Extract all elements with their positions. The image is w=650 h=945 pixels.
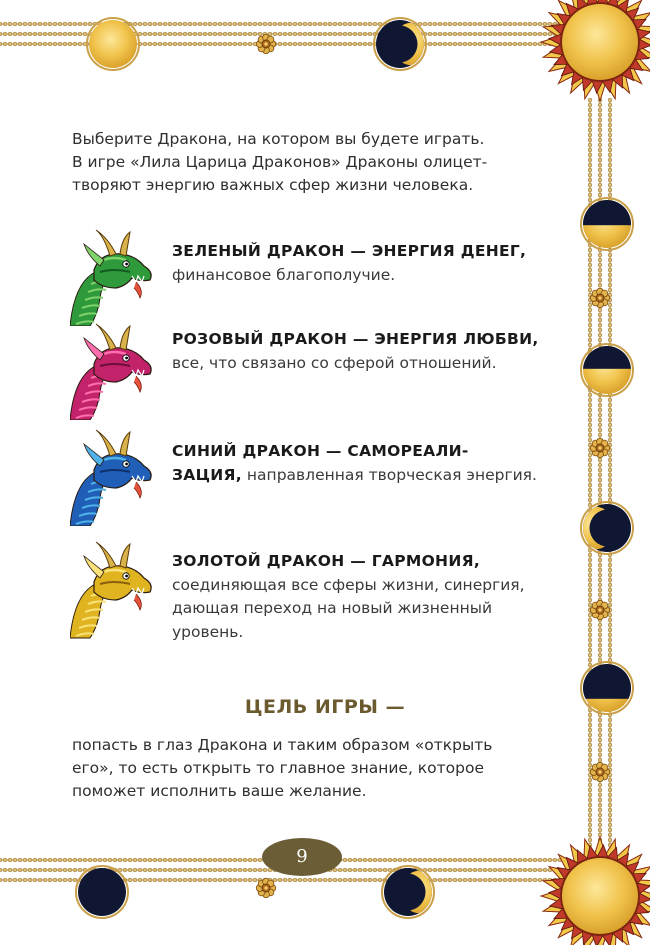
goal-paragraph bbox=[72, 734, 540, 803]
goal-heading: ЦЕЛЬ ИГРЫ — bbox=[244, 696, 406, 718]
dragon-title: ЗЕЛЕНЫЙ ДРАКОН — ЭНЕРГИЯ ДЕНЕГ, bbox=[172, 242, 527, 260]
dragon-item-blue bbox=[70, 426, 540, 531]
goal-line-1: попасть в глаз Дракона и таким образом «открыть bbox=[72, 736, 493, 754]
intro-line-3: творяют энергию важных сфер жизни человека. bbox=[72, 176, 474, 194]
page-number: 9 bbox=[262, 838, 342, 876]
dragon-item-green bbox=[70, 226, 540, 326]
dragon-description: финансовое благополучие. bbox=[172, 265, 396, 284]
dragon-description: соединяющая все сферы жизни, синергия, дающая переход на новый жизненный уровень. bbox=[172, 575, 525, 641]
intro-line-1: Выберите Дракона, на котором вы будете играть. bbox=[72, 130, 485, 148]
dragon-description: все, что связано со сферой отношений. bbox=[172, 353, 497, 372]
green-dragon-icon bbox=[70, 226, 170, 326]
goal-line-3: поможет исполнить ваше желание. bbox=[72, 782, 367, 800]
goal-line-2: его», то есть открыть то главное знание, которое bbox=[72, 759, 485, 777]
dragon-title: СИНИЙ ДРАКОН — САМОРЕАЛИ- ЗАЦИЯ, bbox=[172, 442, 469, 484]
blue-dragon-icon bbox=[70, 426, 170, 526]
intro-line-2: В игре «Лила Царица Драконов» Драконы олицет- bbox=[72, 153, 488, 171]
dragon-item-pink bbox=[70, 320, 540, 425]
pink-dragon-icon bbox=[70, 320, 170, 420]
sun-ornaments bbox=[541, 0, 650, 945]
gold-dragon-icon bbox=[70, 538, 170, 643]
intro-paragraph bbox=[72, 128, 540, 197]
dragon-title: РОЗОВЫЙ ДРАКОН — ЭНЕРГИЯ ЛЮБВИ, bbox=[172, 330, 539, 348]
dragon-item-gold bbox=[70, 538, 540, 648]
dragon-title: ЗОЛОТОЙ ДРАКОН — ГАРМОНИЯ, bbox=[172, 552, 481, 570]
dragon-description: направленная творческая энергия. bbox=[246, 465, 537, 484]
